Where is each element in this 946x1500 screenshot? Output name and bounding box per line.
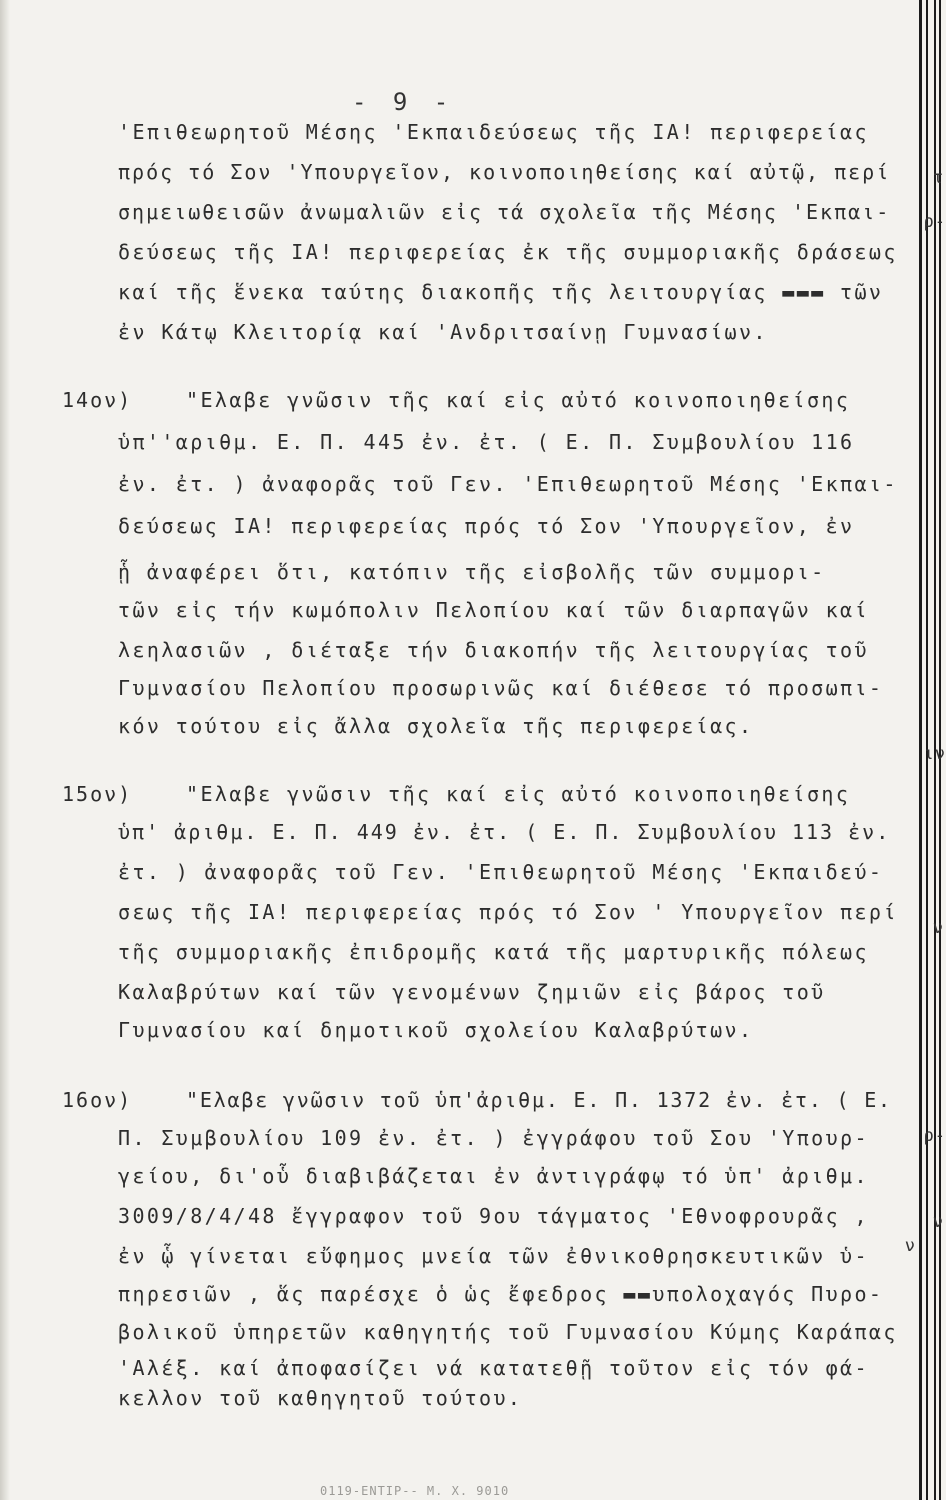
text-line: "Ελαβε γνῶσιν τῆς καί εἰς αὐτό κοινοποιηθείσης <box>186 388 851 412</box>
text-line: "Ελαβε γνῶσιν τῆς καί εἰς αὐτό κοινοποιηθείσης <box>186 782 851 806</box>
text-line: πρός τό Σον 'Υπουργεῖον, κοινοποιηθείσης καί αὐτῷ, περί <box>118 160 891 184</box>
text-line: ᾗ ἀναφέρει ὅτι, κατόπιν τῆς εἰσβολῆς τῶν συμμορι- <box>118 560 826 584</box>
margin-fragment: ν <box>932 918 944 938</box>
margin-fragment: ρ- <box>923 1126 946 1146</box>
text-line: βολικοῦ ὑπηρετῶν καθηγητής τοῦ Γυμνασίου Κύμης Καράπας <box>118 1320 898 1344</box>
text-line: κελλον τοῦ καθηγητοῦ τούτου. <box>118 1386 523 1410</box>
text-line: ἐτ. ) ἀναφορᾶς τοῦ Γεν. 'Επιθεωρητοῦ Μέσης 'Εκπαιδεύ- <box>118 860 884 884</box>
paragraph-number: 14ον) <box>62 388 133 412</box>
text-line: Π. Συμβουλίου 109 ἐν. ἐτ. ) ἐγγράφου τοῦ Σου 'Υπουρ- <box>118 1126 869 1150</box>
text-line: δεύσεως ΙΑ! περιφερείας πρός τό Σον 'Υπουργεῖον, ἐν <box>118 514 855 538</box>
text-line: 3009/8/4/48 ἔγγραφον τοῦ 9ου τάγματος 'Εθνοφρουρᾶς , <box>118 1204 869 1228</box>
right-margin-fragments <box>906 0 946 1500</box>
margin-fragment: τ <box>932 168 944 188</box>
text-line: ὑπ''αριθμ. Ε. Π. 445 ἐν. ἐτ. ( Ε. Π. Συμβουλίου 116 <box>118 430 855 454</box>
margin-fragment: ιν <box>923 744 946 764</box>
page-footer-stamp: 0119-ENTIP-- M. X. 9010 <box>320 1484 510 1498</box>
margin-fragment: ρ- <box>923 212 946 232</box>
page-edge-shadow <box>0 0 10 1500</box>
text-line: σεως τῆς ΙΑ! περιφερείας πρός τό Σον ' Υπουργεῖον περί <box>118 900 898 924</box>
text-line: καί τῆς ἕνεκα ταύτης διακοπῆς τῆς λειτουργίας ▬▬▬ τῶν <box>118 280 884 304</box>
text-line: Καλαβρύτων καί τῶν γενομένων ζημιῶν εἰς βάρος τοῦ <box>118 980 826 1004</box>
text-line: 'Αλέξ. καί ἀποφασίζει νά κατατεθῇ τοῦτον εἰς τόν φά- <box>118 1356 869 1380</box>
text-line: κόν τούτου εἰς ἄλλα σχολεῖα τῆς περιφερείας. <box>118 714 754 738</box>
text-line: Γυμνασίου Πελοπίου προσωρινῶς καί διέθεσε τό προσωπι- <box>118 676 884 700</box>
text-line: γείου, δι'οὗ διαβιβάζεται ἐν ἀντιγράφῳ τό ὑπ' ἀριθμ. <box>118 1164 869 1188</box>
text-line: ἐν ᾧ γίνεται εὔφημος μνεία τῶν ἐθνικοθρησκευτικῶν ὑ- <box>118 1244 869 1268</box>
text-line: ἐν Κάτῳ Κλειτορίᾳ καί 'Ανδριτσαίνῃ Γυμνασίων. <box>118 320 768 344</box>
text-line: τῶν εἰς τήν κωμόπολιν Πελοπίου καί τῶν διαρπαγῶν καί <box>118 598 869 622</box>
text-line: σημειωθεισῶν ἀνωμαλιῶν εἰς τά σχολεῖα τῆς Μέσης 'Εκπαι- <box>118 200 891 224</box>
text-line: 'Επιθεωρητοῦ Μέσης 'Εκπαιδεύσεως τῆς ΙΑ! περιφερείας <box>118 120 869 144</box>
margin-fragment: ν <box>904 1236 916 1256</box>
text-line: πηρεσιῶν , ἅς παρέσχε ὁ ὡς ἔφεδρος ▬▬υπολοχαγός Πυρο- <box>118 1282 884 1306</box>
text-line: ὑπ' ἀριθμ. Ε. Π. 449 ἐν. ἐτ. ( Ε. Π. Συμβουλίου 113 ἐν. <box>118 820 891 844</box>
margin-fragment: ν <box>932 1212 944 1232</box>
text-line: τῆς συμμοριακῆς ἐπιδρομῆς κατά τῆς μαρτυρικῆς πόλεως <box>118 940 869 964</box>
text-line: λεηλασιῶν , διέταξε τήν διακοπήν τῆς λειτουργίας τοῦ <box>118 638 869 662</box>
page-number: - 9 - <box>352 88 455 116</box>
paragraph-number: 16ον) <box>62 1088 133 1112</box>
paragraph-number: 15ον) <box>62 782 133 806</box>
text-line: ἐν. ἐτ. ) ἀναφορᾶς τοῦ Γεν. 'Επιθεωρητοῦ Μέσης 'Εκπαι- <box>118 472 898 496</box>
text-line: "Ελαβε γνῶσιν τοῦ ὑπ'ἀριθμ. Ε. Π. 1372 ἐν. ἐτ. ( Ε. <box>186 1088 892 1112</box>
text-line: Γυμνασίου καί δημοτικοῦ σχολείου Καλαβρύτων. <box>118 1018 754 1042</box>
text-line: δεύσεως τῆς ΙΑ! περιφερείας ἐκ τῆς συμμοριακῆς δράσεως <box>118 240 898 264</box>
